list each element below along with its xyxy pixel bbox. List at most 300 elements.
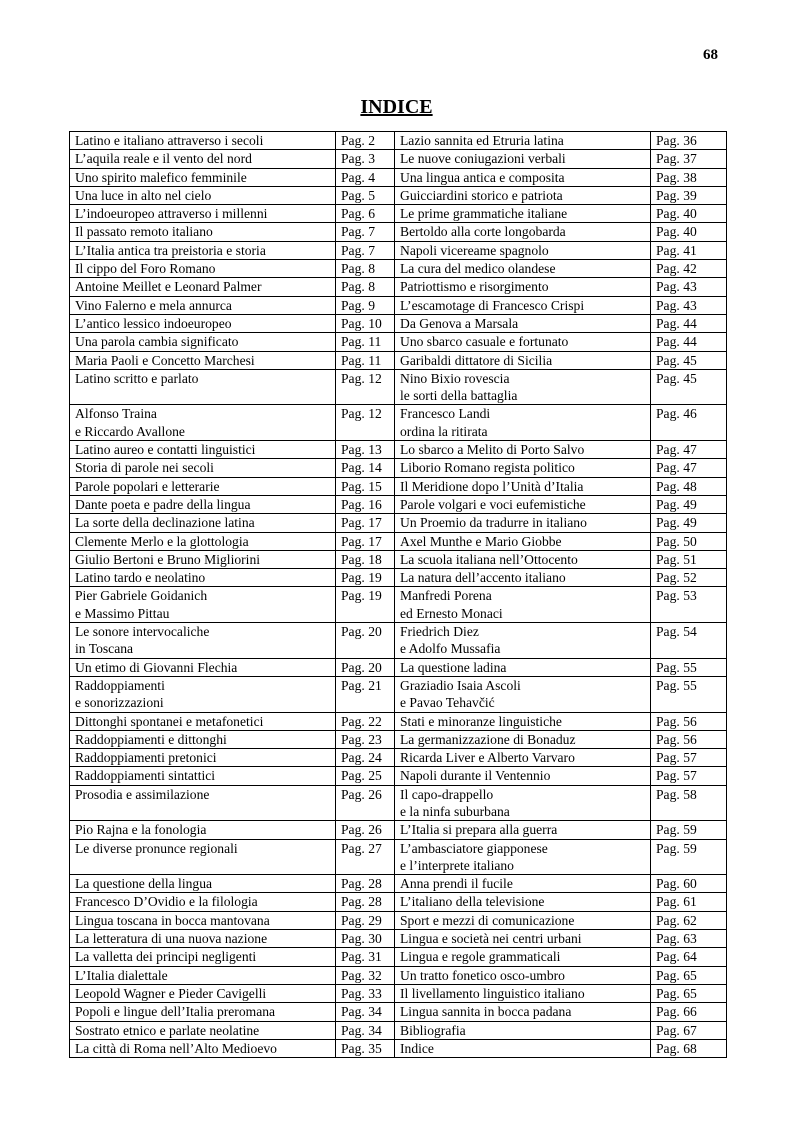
entry-title-line: Le sonore intervocaliche bbox=[75, 624, 210, 640]
entry-title-left bbox=[70, 893, 336, 911]
entry-title-line: Uno sbarco casuale e fortunato bbox=[400, 334, 569, 350]
entry-page-left: Pag. 26 bbox=[336, 821, 395, 839]
table-row bbox=[70, 569, 727, 587]
entry-title-left bbox=[70, 712, 336, 730]
entry-page-right: Pag. 63 bbox=[651, 930, 727, 948]
entry-page-right: Pag. 60 bbox=[651, 875, 727, 893]
entry-page-right: Pag. 39 bbox=[651, 186, 727, 204]
entry-title-right bbox=[395, 785, 651, 821]
entry-title-line: L’Italia si prepara alla guerra bbox=[400, 822, 558, 838]
entry-title-right bbox=[395, 495, 651, 513]
entry-title-line: L’antico lessico indoeuropeo bbox=[75, 315, 232, 331]
entry-title-right bbox=[395, 587, 651, 623]
table-row bbox=[70, 296, 727, 314]
entry-page-left: Pag. 25 bbox=[336, 767, 395, 785]
entry-page-left: Pag. 7 bbox=[336, 223, 395, 241]
entry-title-line: La città di Roma nell’Alto Medioevo bbox=[75, 1040, 277, 1056]
entry-title-line: Napoli vicereame spagnolo bbox=[400, 242, 549, 258]
entry-title-left bbox=[70, 441, 336, 459]
table-row bbox=[70, 1021, 727, 1039]
entry-page-left: Pag. 32 bbox=[336, 966, 395, 984]
entry-title-line: Una luce in alto nel cielo bbox=[75, 187, 212, 203]
entry-page-right: Pag. 65 bbox=[651, 966, 727, 984]
page-title: INDICE bbox=[360, 96, 433, 118]
entry-page-right: Pag. 37 bbox=[651, 150, 727, 168]
entry-title-line: Francesco Landi bbox=[400, 406, 491, 422]
entry-title-line: le sorti della battaglia bbox=[400, 388, 518, 404]
entry-page-left: Pag. 4 bbox=[336, 168, 395, 186]
entry-page-right: Pag. 47 bbox=[651, 459, 727, 477]
entry-title-line: Un tratto fonetico osco-umbro bbox=[400, 967, 565, 983]
entry-page-left: Pag. 3 bbox=[336, 150, 395, 168]
entry-title-right bbox=[395, 875, 651, 893]
entry-title-line: La cura del medico olandese bbox=[400, 261, 556, 277]
entry-title-line: Parole popolari e letterarie bbox=[75, 478, 220, 494]
entry-title-left bbox=[70, 767, 336, 785]
entry-title-line: La valletta dei principi negligenti bbox=[75, 949, 257, 965]
table-row bbox=[70, 223, 727, 241]
entry-title-right bbox=[395, 623, 651, 659]
entry-title-line: La letteratura di una nuova nazione bbox=[75, 931, 268, 947]
entry-page-right: Pag. 57 bbox=[651, 749, 727, 767]
entry-page-right: Pag. 58 bbox=[651, 785, 727, 821]
entry-title-left bbox=[70, 821, 336, 839]
entry-page-left: Pag. 26 bbox=[336, 785, 395, 821]
table-row bbox=[70, 839, 727, 875]
entry-page-right: Pag. 44 bbox=[651, 333, 727, 351]
entry-page-left: Pag. 13 bbox=[336, 441, 395, 459]
entry-page-right: Pag. 40 bbox=[651, 223, 727, 241]
entry-title-line: ed Ernesto Monaci bbox=[400, 605, 503, 621]
entry-page-right: Pag. 57 bbox=[651, 767, 727, 785]
entry-title-left bbox=[70, 532, 336, 550]
table-row bbox=[70, 785, 727, 821]
entry-title-line: e Adolfo Mussafia bbox=[400, 641, 501, 657]
table-row bbox=[70, 658, 727, 676]
entry-title-left bbox=[70, 1039, 336, 1057]
table-row bbox=[70, 984, 727, 1002]
entry-title-line: Axel Munthe e Mario Giobbe bbox=[400, 533, 562, 549]
entry-page-left: Pag. 7 bbox=[336, 241, 395, 259]
index-table bbox=[69, 131, 727, 1058]
entry-title-line: La scuola italiana nell’Ottocento bbox=[400, 551, 578, 567]
entry-title-right bbox=[395, 186, 651, 204]
entry-title-left bbox=[70, 875, 336, 893]
entry-title-line: Garibaldi dittatore di Sicilia bbox=[400, 352, 553, 368]
entry-title-right bbox=[395, 241, 651, 259]
entry-title-line: e l’interprete italiano bbox=[400, 857, 514, 873]
entry-title-line: Dante poeta e padre della lingua bbox=[75, 496, 251, 512]
entry-page-left: Pag. 16 bbox=[336, 495, 395, 513]
entry-page-left: Pag. 34 bbox=[336, 1021, 395, 1039]
entry-page-right: Pag. 38 bbox=[651, 168, 727, 186]
entry-title-right bbox=[395, 278, 651, 296]
entry-title-right bbox=[395, 749, 651, 767]
entry-title-line: Lingua e società nei centri urbani bbox=[400, 931, 582, 947]
table-row bbox=[70, 132, 727, 150]
table-row bbox=[70, 875, 727, 893]
entry-title-line: Lingua e regole grammaticali bbox=[400, 949, 561, 965]
entry-page-right: Pag. 43 bbox=[651, 278, 727, 296]
entry-title-right bbox=[395, 569, 651, 587]
entry-title-line: Sostrato etnico e parlate neolatine bbox=[75, 1022, 260, 1038]
entry-title-right bbox=[395, 405, 651, 441]
table-row bbox=[70, 712, 727, 730]
entry-title-right bbox=[395, 168, 651, 186]
entry-title-left bbox=[70, 241, 336, 259]
entry-title-line: Antoine Meillet e Leonard Palmer bbox=[75, 279, 262, 295]
entry-page-left: Pag. 30 bbox=[336, 930, 395, 948]
entry-title-line: L’Italia dialettale bbox=[75, 967, 168, 983]
entry-title-line: La natura dell’accento italiano bbox=[400, 570, 566, 586]
entry-page-left: Pag. 33 bbox=[336, 984, 395, 1002]
table-row bbox=[70, 205, 727, 223]
entry-title-right bbox=[395, 150, 651, 168]
entry-title-right bbox=[395, 351, 651, 369]
entry-page-left: Pag. 14 bbox=[336, 459, 395, 477]
table-row bbox=[70, 241, 727, 259]
table-row bbox=[70, 369, 727, 405]
entry-title-line: Vino Falerno e mela annurca bbox=[75, 297, 232, 313]
entry-title-line: L’ambasciatore giapponese bbox=[400, 840, 548, 856]
index-table-body bbox=[70, 132, 727, 1058]
entry-title-line: Manfredi Porena bbox=[400, 588, 492, 604]
entry-title-right bbox=[395, 441, 651, 459]
table-row bbox=[70, 587, 727, 623]
table-row bbox=[70, 948, 727, 966]
entry-title-line: e Riccardo Avallone bbox=[75, 423, 185, 439]
entry-title-left bbox=[70, 186, 336, 204]
table-row bbox=[70, 821, 727, 839]
entry-title-left bbox=[70, 587, 336, 623]
entry-title-line: Bertoldo alla corte longobarda bbox=[400, 224, 566, 240]
entry-title-line: Pier Gabriele Goidanich bbox=[75, 588, 208, 604]
entry-title-line: Le diverse pronunce regionali bbox=[75, 840, 238, 856]
entry-title-left bbox=[70, 223, 336, 241]
entry-title-left bbox=[70, 984, 336, 1002]
entry-page-right: Pag. 64 bbox=[651, 948, 727, 966]
entry-title-right bbox=[395, 369, 651, 405]
entry-page-left: Pag. 31 bbox=[336, 948, 395, 966]
table-row bbox=[70, 260, 727, 278]
table-row bbox=[70, 168, 727, 186]
entry-title-right bbox=[395, 514, 651, 532]
entry-title-right bbox=[395, 1021, 651, 1039]
entry-page-left: Pag. 19 bbox=[336, 569, 395, 587]
entry-title-line: e sonorizzazioni bbox=[75, 695, 164, 711]
entry-title-line: La germanizzazione di Bonaduz bbox=[400, 731, 576, 747]
entry-title-line: Un etimo di Giovanni Flechia bbox=[75, 659, 238, 675]
table-row bbox=[70, 441, 727, 459]
entry-title-left bbox=[70, 132, 336, 150]
entry-title-left bbox=[70, 205, 336, 223]
entry-page-right: Pag. 48 bbox=[651, 477, 727, 495]
entry-title-right bbox=[395, 1003, 651, 1021]
entry-title-right bbox=[395, 550, 651, 568]
entry-title-right bbox=[395, 532, 651, 550]
entry-title-line: Il cippo del Foro Romano bbox=[75, 261, 216, 277]
entry-title-right bbox=[395, 132, 651, 150]
entry-title-line: Anna prendi il fucile bbox=[400, 876, 513, 892]
entry-title-right bbox=[395, 223, 651, 241]
entry-title-line: Liborio Romano regista politico bbox=[400, 460, 575, 476]
entry-title-left bbox=[70, 749, 336, 767]
table-row bbox=[70, 966, 727, 984]
entry-page-left: Pag. 2 bbox=[336, 132, 395, 150]
entry-title-line: Leopold Wagner e Pieder Cavigelli bbox=[75, 985, 267, 1001]
entry-page-left: Pag. 29 bbox=[336, 911, 395, 929]
entry-page-right: Pag. 65 bbox=[651, 984, 727, 1002]
entry-title-line: in Toscana bbox=[75, 641, 134, 657]
entry-page-left: Pag. 34 bbox=[336, 1003, 395, 1021]
table-row bbox=[70, 767, 727, 785]
entry-page-right: Pag. 40 bbox=[651, 205, 727, 223]
entry-title-line: L’Italia antica tra preistoria e storia bbox=[75, 242, 266, 258]
entry-page-right: Pag. 61 bbox=[651, 893, 727, 911]
entry-title-line: Francesco D’Ovidio e la filologia bbox=[75, 894, 258, 910]
entry-title-right bbox=[395, 767, 651, 785]
entry-title-line: Latino tardo e neolatino bbox=[75, 570, 206, 586]
entry-page-left: Pag. 12 bbox=[336, 405, 395, 441]
entry-title-line: Storia di parole nei secoli bbox=[75, 460, 214, 476]
entry-title-line: L’aquila reale e il vento del nord bbox=[75, 151, 252, 167]
entry-page-right: Pag. 54 bbox=[651, 623, 727, 659]
entry-page-left: Pag. 17 bbox=[336, 514, 395, 532]
entry-title-right bbox=[395, 984, 651, 1002]
entry-page-left: Pag. 12 bbox=[336, 369, 395, 405]
table-row bbox=[70, 730, 727, 748]
entry-title-right bbox=[395, 730, 651, 748]
entry-page-left: Pag. 6 bbox=[336, 205, 395, 223]
entry-title-left bbox=[70, 495, 336, 513]
table-row bbox=[70, 351, 727, 369]
entry-page-left: Pag. 18 bbox=[336, 550, 395, 568]
entry-title-right bbox=[395, 658, 651, 676]
entry-page-right: Pag. 47 bbox=[651, 441, 727, 459]
entry-title-right bbox=[395, 314, 651, 332]
entry-title-right bbox=[395, 893, 651, 911]
entry-page-right: Pag. 45 bbox=[651, 369, 727, 405]
entry-title-right bbox=[395, 911, 651, 929]
table-row bbox=[70, 150, 727, 168]
entry-page-left: Pag. 21 bbox=[336, 676, 395, 712]
table-row bbox=[70, 532, 727, 550]
entry-title-line: Una parola cambia significato bbox=[75, 334, 239, 350]
entry-page-left: Pag. 5 bbox=[336, 186, 395, 204]
entry-title-line: Sport e mezzi di comunicazione bbox=[400, 912, 575, 928]
entry-page-right: Pag. 56 bbox=[651, 712, 727, 730]
entry-title-left bbox=[70, 296, 336, 314]
entry-title-line: Bibliografia bbox=[400, 1022, 466, 1038]
entry-title-right bbox=[395, 296, 651, 314]
entry-page-right: Pag. 59 bbox=[651, 821, 727, 839]
entry-title-line: Una lingua antica e composita bbox=[400, 169, 565, 185]
entry-title-left bbox=[70, 911, 336, 929]
entry-page-left: Pag. 22 bbox=[336, 712, 395, 730]
entry-title-right bbox=[395, 948, 651, 966]
table-row bbox=[70, 405, 727, 441]
entry-title-line: Alfonso Traina bbox=[75, 406, 157, 422]
entry-title-left bbox=[70, 333, 336, 351]
entry-page-right: Pag. 62 bbox=[651, 911, 727, 929]
entry-title-right bbox=[395, 1039, 651, 1057]
entry-title-line: Lazio sannita ed Etruria latina bbox=[400, 133, 564, 148]
entry-page-right: Pag. 59 bbox=[651, 839, 727, 875]
entry-title-right bbox=[395, 712, 651, 730]
entry-title-line: Il livellamento linguistico italiano bbox=[400, 985, 585, 1001]
table-row bbox=[70, 495, 727, 513]
table-row bbox=[70, 930, 727, 948]
page-number: 68 bbox=[703, 47, 718, 63]
table-row bbox=[70, 314, 727, 332]
entry-page-right: Pag. 68 bbox=[651, 1039, 727, 1057]
entry-page-left: Pag. 20 bbox=[336, 658, 395, 676]
entry-title-left bbox=[70, 569, 336, 587]
entry-title-line: Parole volgari e voci eufemistiche bbox=[400, 496, 586, 512]
entry-title-left bbox=[70, 314, 336, 332]
entry-title-line: e Massimo Pittau bbox=[75, 605, 170, 621]
entry-page-right: Pag. 67 bbox=[651, 1021, 727, 1039]
entry-page-left: Pag. 27 bbox=[336, 839, 395, 875]
entry-title-line: Raddoppiamenti e dittonghi bbox=[75, 731, 227, 747]
entry-title-left bbox=[70, 1021, 336, 1039]
entry-title-line: Da Genova a Marsala bbox=[400, 315, 519, 331]
entry-title-line: La questione ladina bbox=[400, 659, 507, 675]
entry-title-line: Le prime grammatiche italiane bbox=[400, 206, 568, 222]
entry-page-right: Pag. 36 bbox=[651, 132, 727, 150]
entry-title-line: Lingua toscana in bocca mantovana bbox=[75, 912, 270, 928]
entry-title-right bbox=[395, 459, 651, 477]
table-row bbox=[70, 514, 727, 532]
entry-title-line: ordina la ritirata bbox=[400, 423, 488, 439]
entry-title-line: Napoli durante il Ventennio bbox=[400, 768, 551, 784]
entry-title-left bbox=[70, 369, 336, 405]
entry-page-right: Pag. 56 bbox=[651, 730, 727, 748]
entry-page-left: Pag. 11 bbox=[336, 351, 395, 369]
entry-title-right bbox=[395, 333, 651, 351]
entry-page-left: Pag. 28 bbox=[336, 893, 395, 911]
entry-title-right bbox=[395, 966, 651, 984]
entry-title-left bbox=[70, 623, 336, 659]
entry-title-line: Uno spirito malefico femminile bbox=[75, 169, 247, 185]
entry-title-line: La sorte della declinazione latina bbox=[75, 515, 255, 531]
entry-page-right: Pag. 55 bbox=[651, 676, 727, 712]
entry-title-left bbox=[70, 1003, 336, 1021]
entry-title-left bbox=[70, 839, 336, 875]
entry-title-line: Le nuove coniugazioni verbali bbox=[400, 151, 566, 167]
entry-title-line: Il Meridione dopo l’Unità d’Italia bbox=[400, 478, 584, 494]
entry-title-line: Guicciardini storico e patriota bbox=[400, 187, 563, 203]
entry-page-left: Pag. 10 bbox=[336, 314, 395, 332]
entry-title-right bbox=[395, 930, 651, 948]
table-row bbox=[70, 676, 727, 712]
entry-title-left bbox=[70, 278, 336, 296]
entry-title-line: Indice bbox=[400, 1040, 434, 1056]
entry-title-line: Patriottismo e risorgimento bbox=[400, 279, 549, 295]
entry-title-left bbox=[70, 966, 336, 984]
entry-title-right bbox=[395, 676, 651, 712]
entry-page-left: Pag. 19 bbox=[336, 587, 395, 623]
entry-title-left bbox=[70, 550, 336, 568]
entry-title-line: La questione della lingua bbox=[75, 876, 213, 892]
entry-title-line: Graziadio Isaia Ascoli bbox=[400, 677, 521, 693]
entry-title-line: Lingua sannita in bocca padana bbox=[400, 1004, 572, 1020]
entry-title-line: Maria Paoli e Concetto Marchesi bbox=[75, 352, 255, 368]
entry-page-right: Pag. 52 bbox=[651, 569, 727, 587]
entry-title-left bbox=[70, 260, 336, 278]
entry-page-right: Pag. 49 bbox=[651, 495, 727, 513]
entry-page-right: Pag. 50 bbox=[651, 532, 727, 550]
table-row bbox=[70, 459, 727, 477]
entry-title-left bbox=[70, 730, 336, 748]
entry-page-left: Pag. 8 bbox=[336, 278, 395, 296]
entry-title-left bbox=[70, 785, 336, 821]
entry-title-left bbox=[70, 168, 336, 186]
entry-title-line: Giulio Bertoni e Bruno Migliorini bbox=[75, 551, 261, 567]
entry-title-line: Il capo-drappello bbox=[400, 786, 494, 802]
entry-page-right: Pag. 55 bbox=[651, 658, 727, 676]
entry-title-left bbox=[70, 658, 336, 676]
entry-title-line: e la ninfa suburbana bbox=[400, 803, 510, 819]
entry-title-left bbox=[70, 514, 336, 532]
entry-title-left bbox=[70, 477, 336, 495]
entry-title-line: Nino Bixio rovescia bbox=[400, 370, 510, 386]
entry-page-right: Pag. 53 bbox=[651, 587, 727, 623]
entry-title-line: e Pavao Tehavčić bbox=[400, 695, 495, 711]
table-row bbox=[70, 749, 727, 767]
entry-title-line: Latino scritto e parlato bbox=[75, 370, 199, 386]
entry-title-line: Il passato remoto italiano bbox=[75, 224, 213, 240]
entry-page-left: Pag. 24 bbox=[336, 749, 395, 767]
entry-page-left: Pag. 28 bbox=[336, 875, 395, 893]
entry-page-left: Pag. 35 bbox=[336, 1039, 395, 1057]
entry-title-left bbox=[70, 676, 336, 712]
entry-page-left: Pag. 9 bbox=[336, 296, 395, 314]
entry-page-left: Pag. 17 bbox=[336, 532, 395, 550]
entry-title-line: Pio Rajna e la fonologia bbox=[75, 822, 207, 838]
entry-page-left: Pag. 20 bbox=[336, 623, 395, 659]
entry-title-line: Latino aureo e contatti linguistici bbox=[75, 442, 256, 458]
entry-title-line: Prosodia e assimilazione bbox=[75, 786, 210, 802]
entry-title-left bbox=[70, 459, 336, 477]
entry-title-line: Friedrich Diez bbox=[400, 624, 479, 640]
entry-title-line: L’italiano della televisione bbox=[400, 894, 545, 910]
table-row bbox=[70, 278, 727, 296]
table-row bbox=[70, 186, 727, 204]
entry-page-right: Pag. 66 bbox=[651, 1003, 727, 1021]
table-row bbox=[70, 333, 727, 351]
entry-title-line: Latino e italiano attraverso i secoli bbox=[75, 133, 264, 148]
table-row bbox=[70, 623, 727, 659]
entry-page-right: Pag. 43 bbox=[651, 296, 727, 314]
entry-title-line: Raddoppiamenti pretonici bbox=[75, 750, 217, 766]
entry-page-right: Pag. 42 bbox=[651, 260, 727, 278]
entry-title-line: Un Proemio da tradurre in italiano bbox=[400, 515, 587, 531]
entry-page-right: Pag. 49 bbox=[651, 514, 727, 532]
table-row bbox=[70, 550, 727, 568]
entry-title-line: Dittonghi spontanei e metafonetici bbox=[75, 713, 264, 729]
entry-title-left bbox=[70, 948, 336, 966]
entry-title-right bbox=[395, 260, 651, 278]
entry-title-line: Lo sbarco a Melito di Porto Salvo bbox=[400, 442, 585, 458]
entry-title-left bbox=[70, 150, 336, 168]
entry-title-line: Popoli e lingue dell’Italia preromana bbox=[75, 1004, 276, 1020]
entry-title-left bbox=[70, 351, 336, 369]
entry-page-left: Pag. 15 bbox=[336, 477, 395, 495]
table-row bbox=[70, 1003, 727, 1021]
entry-title-left bbox=[70, 930, 336, 948]
table-row bbox=[70, 477, 727, 495]
